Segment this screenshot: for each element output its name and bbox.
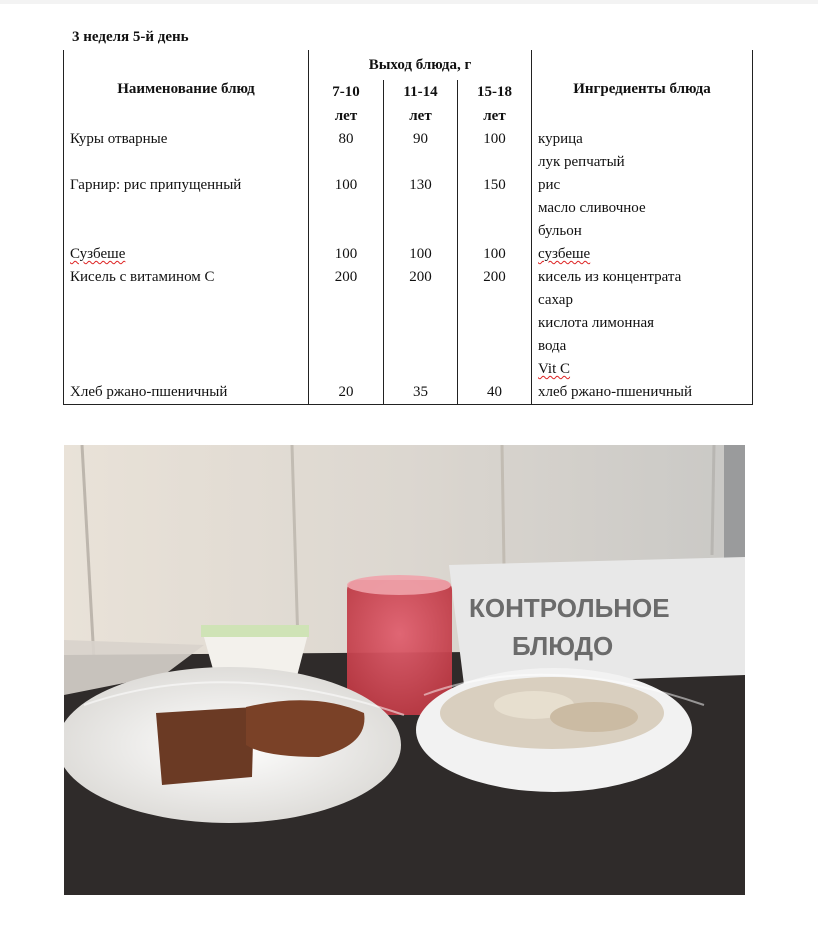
ingredient: кислота лимонная (532, 312, 753, 335)
age-unit-2: лет (384, 104, 458, 128)
yield-7-10 (309, 151, 384, 174)
table-row (64, 128, 753, 151)
photo-illustration (64, 445, 745, 895)
header-dish-name: Наименование блюд (64, 50, 309, 128)
dish-name: Хлеб ржано-пшеничный (64, 381, 309, 405)
yield-7-10: 20 (309, 381, 384, 405)
yield-7-10: 100 (309, 174, 384, 197)
yield-11-14: 35 (384, 381, 458, 405)
ingredient: Vit C (538, 361, 571, 377)
ingredient: вода (532, 335, 753, 358)
yield-11-14: 100 (384, 243, 458, 266)
table-row (64, 289, 753, 312)
yield-15-18 (458, 151, 532, 174)
table-row (64, 335, 753, 358)
dish-name (64, 289, 309, 312)
header-ingredients: Ингредиенты блюда (532, 50, 753, 128)
yield-11-14 (384, 197, 458, 220)
yield-15-18 (458, 220, 532, 243)
page-title: 3 неделя 5-й день (72, 29, 189, 45)
yield-11-14 (384, 220, 458, 243)
dish-name: Гарнир: рис припущенный (64, 174, 309, 197)
yield-7-10 (309, 220, 384, 243)
yield-7-10: 80 (309, 128, 384, 151)
dish-name (64, 151, 309, 174)
yield-11-14 (384, 312, 458, 335)
yield-11-14 (384, 358, 458, 381)
tile-seam (712, 445, 714, 555)
table-row (64, 197, 753, 220)
table-row (64, 266, 753, 289)
kissel-glass (347, 580, 452, 715)
table-row (64, 151, 753, 174)
age-range-2: 11-14 (384, 80, 458, 104)
dish-name (64, 197, 309, 220)
dish-name (64, 358, 309, 381)
ingredient: курица (532, 128, 753, 151)
dish-name: Сузбеше (70, 246, 126, 262)
table-row (64, 358, 753, 381)
yield-11-14: 130 (384, 174, 458, 197)
header-yield: Выход блюда, г (309, 50, 532, 80)
table-row (64, 243, 753, 266)
age-range-1: 7-10 (309, 80, 384, 104)
yield-7-10 (309, 197, 384, 220)
chicken-portion (550, 702, 638, 732)
yield-7-10 (309, 289, 384, 312)
yield-15-18: 100 (458, 128, 532, 151)
ingredient: масло сливочное (532, 197, 753, 220)
age-unit-1: лет (309, 104, 384, 128)
tile-seam (502, 445, 504, 565)
yield-15-18: 200 (458, 266, 532, 289)
top-band (0, 0, 818, 4)
table-row (64, 174, 753, 197)
rye-bread-slice (156, 707, 254, 785)
ingredient: лук репчатый (532, 151, 753, 174)
yield-11-14 (384, 335, 458, 358)
ingredient: рис (532, 174, 753, 197)
yield-11-14 (384, 289, 458, 312)
ingredient: сузбеше (538, 246, 591, 262)
sign-text-line2: БЛЮДО (512, 631, 614, 661)
yield-15-18: 150 (458, 174, 532, 197)
yield-15-18 (458, 312, 532, 335)
yield-11-14: 90 (384, 128, 458, 151)
yield-7-10 (309, 312, 384, 335)
ingredient: сахар (532, 289, 753, 312)
dish-name: Кисель с витамином С (64, 266, 309, 289)
yield-15-18: 40 (458, 381, 532, 405)
control-dish-photo (64, 445, 745, 895)
yield-7-10: 100 (309, 243, 384, 266)
table-row (64, 220, 753, 243)
yield-11-14: 200 (384, 266, 458, 289)
age-range-3: 15-18 (458, 80, 532, 104)
dish-name: Куры отварные (64, 128, 309, 151)
table-row (64, 381, 753, 405)
yield-15-18 (458, 289, 532, 312)
table-row (64, 312, 753, 335)
metal-edge (724, 445, 745, 565)
sign-text-line1: КОНТРОЛЬНОЕ (469, 593, 670, 623)
dish-name (64, 220, 309, 243)
yield-15-18 (458, 197, 532, 220)
yield-7-10: 200 (309, 266, 384, 289)
yield-15-18 (458, 358, 532, 381)
glass-rim (347, 575, 451, 595)
ingredient: кисель из концентрата (532, 266, 753, 289)
yield-11-14 (384, 151, 458, 174)
age-unit-3: лет (458, 104, 532, 128)
cup-lid (201, 625, 309, 637)
yield-7-10 (309, 335, 384, 358)
menu-table (63, 50, 753, 405)
dish-name (64, 312, 309, 335)
ingredient: бульон (532, 220, 753, 243)
dish-name (64, 335, 309, 358)
yield-15-18 (458, 335, 532, 358)
ingredient: хлеб ржано-пшеничный (532, 381, 753, 405)
yield-15-18: 100 (458, 243, 532, 266)
yield-7-10 (309, 358, 384, 381)
